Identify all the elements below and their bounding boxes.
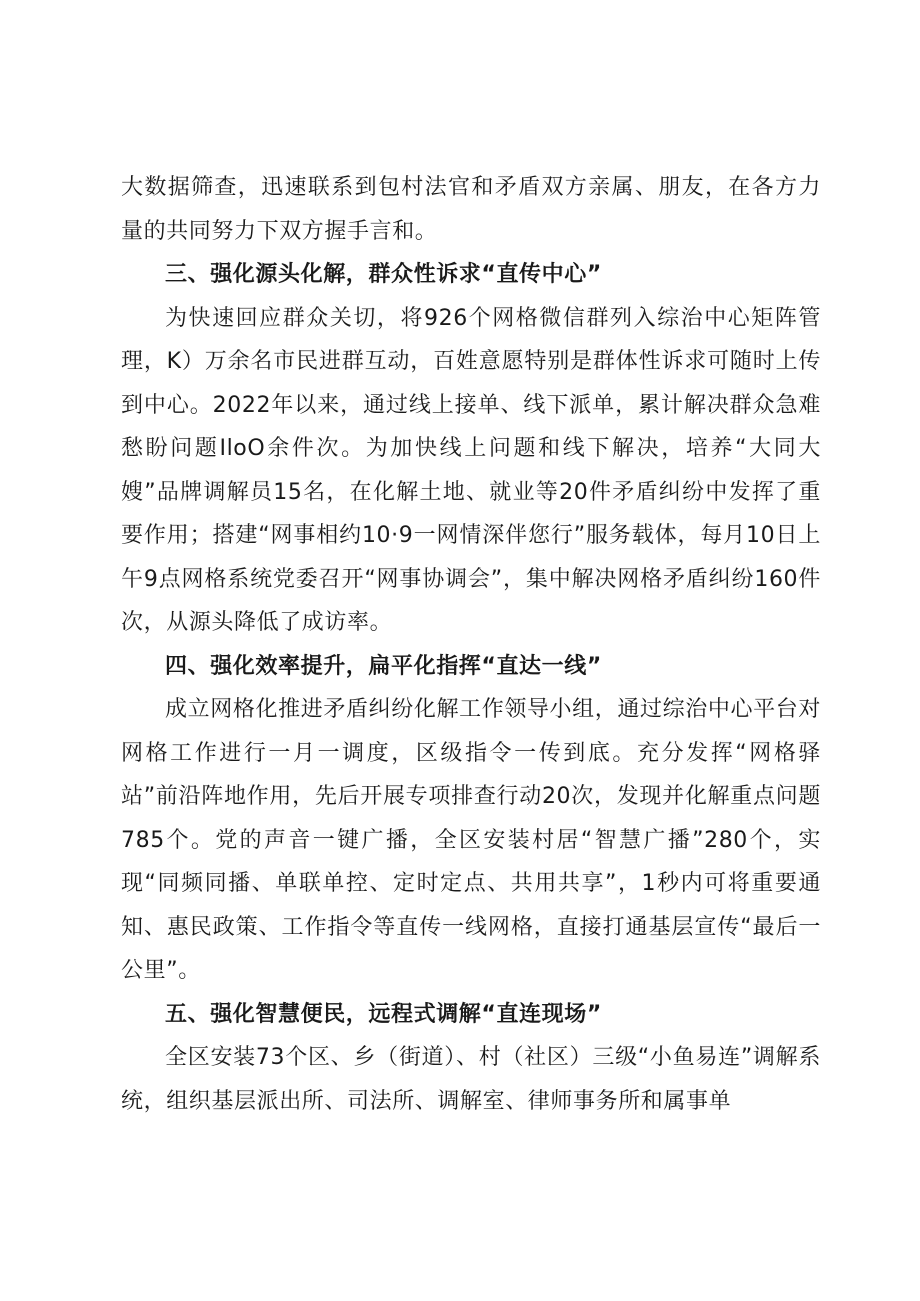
- paragraph-section-5: 全区安装73个区、乡（街道）、村（社区）三级“小鱼易连”调解系统，组织基层派出所、司法所、调解室、律师事务所和属事单: [121, 1045, 821, 1114]
- section-heading-3: 三、强化源头化解，群众性诉求“直传中心”: [165, 262, 602, 287]
- paragraph-continuation: 大数据筛查，迅速联系到包村法官和矛盾双方亲属、朋友，在各方力量的共同努力下双方握手言和。: [121, 175, 821, 244]
- section-heading-4: 四、强化效率提升，扁平化指挥“直达一线”: [165, 653, 602, 679]
- section-heading-5: 五、强化智慧便民，远程式调解“直连现场”: [165, 1001, 602, 1027]
- document-body: [121, 166, 821, 1123]
- paragraph-section-3: 为快速回应群众关切，将926个网格微信群列入综治中心矩阵管理，K）万余名市民进群互动，百姓意愿特别是群体性诉求可随时上传到中心。2022年以来，通过线上接单、线下派单，累计解决群众急难愁盼问题IloO余件次。为加快线上问题和线下解决，培养“大同大嫂”品牌调解员15名，在化解土地、就业等20件矛盾纠纷中发挥了重要作用；搭建“网事相约10·9一网情深伴您行”服务载体，每月10日上午9点网格系统党委召开“网事协调会”，集中解决网格矛盾纠纷160件次，从源头降低了成访率。: [121, 305, 821, 635]
- paragraph-section-4: 成立网格化推进矛盾纠纷化解工作领导小组，通过综治中心平台对网格工作进行一月一调度，区级指令一传到底。充分发挥“网格驿站”前沿阵地作用，先后开展专项排查行动20次，发现并化解重点问题785个。党的声音一键广播，全区安装村居“智慧广播”280个，实现“同频同播、单联单控、定时定点、共用共享”，1秒内可将重要通知、惠民政策、工作指令等直传一线网格，直接打通基层宣传“最后一公里”。: [121, 697, 821, 983]
